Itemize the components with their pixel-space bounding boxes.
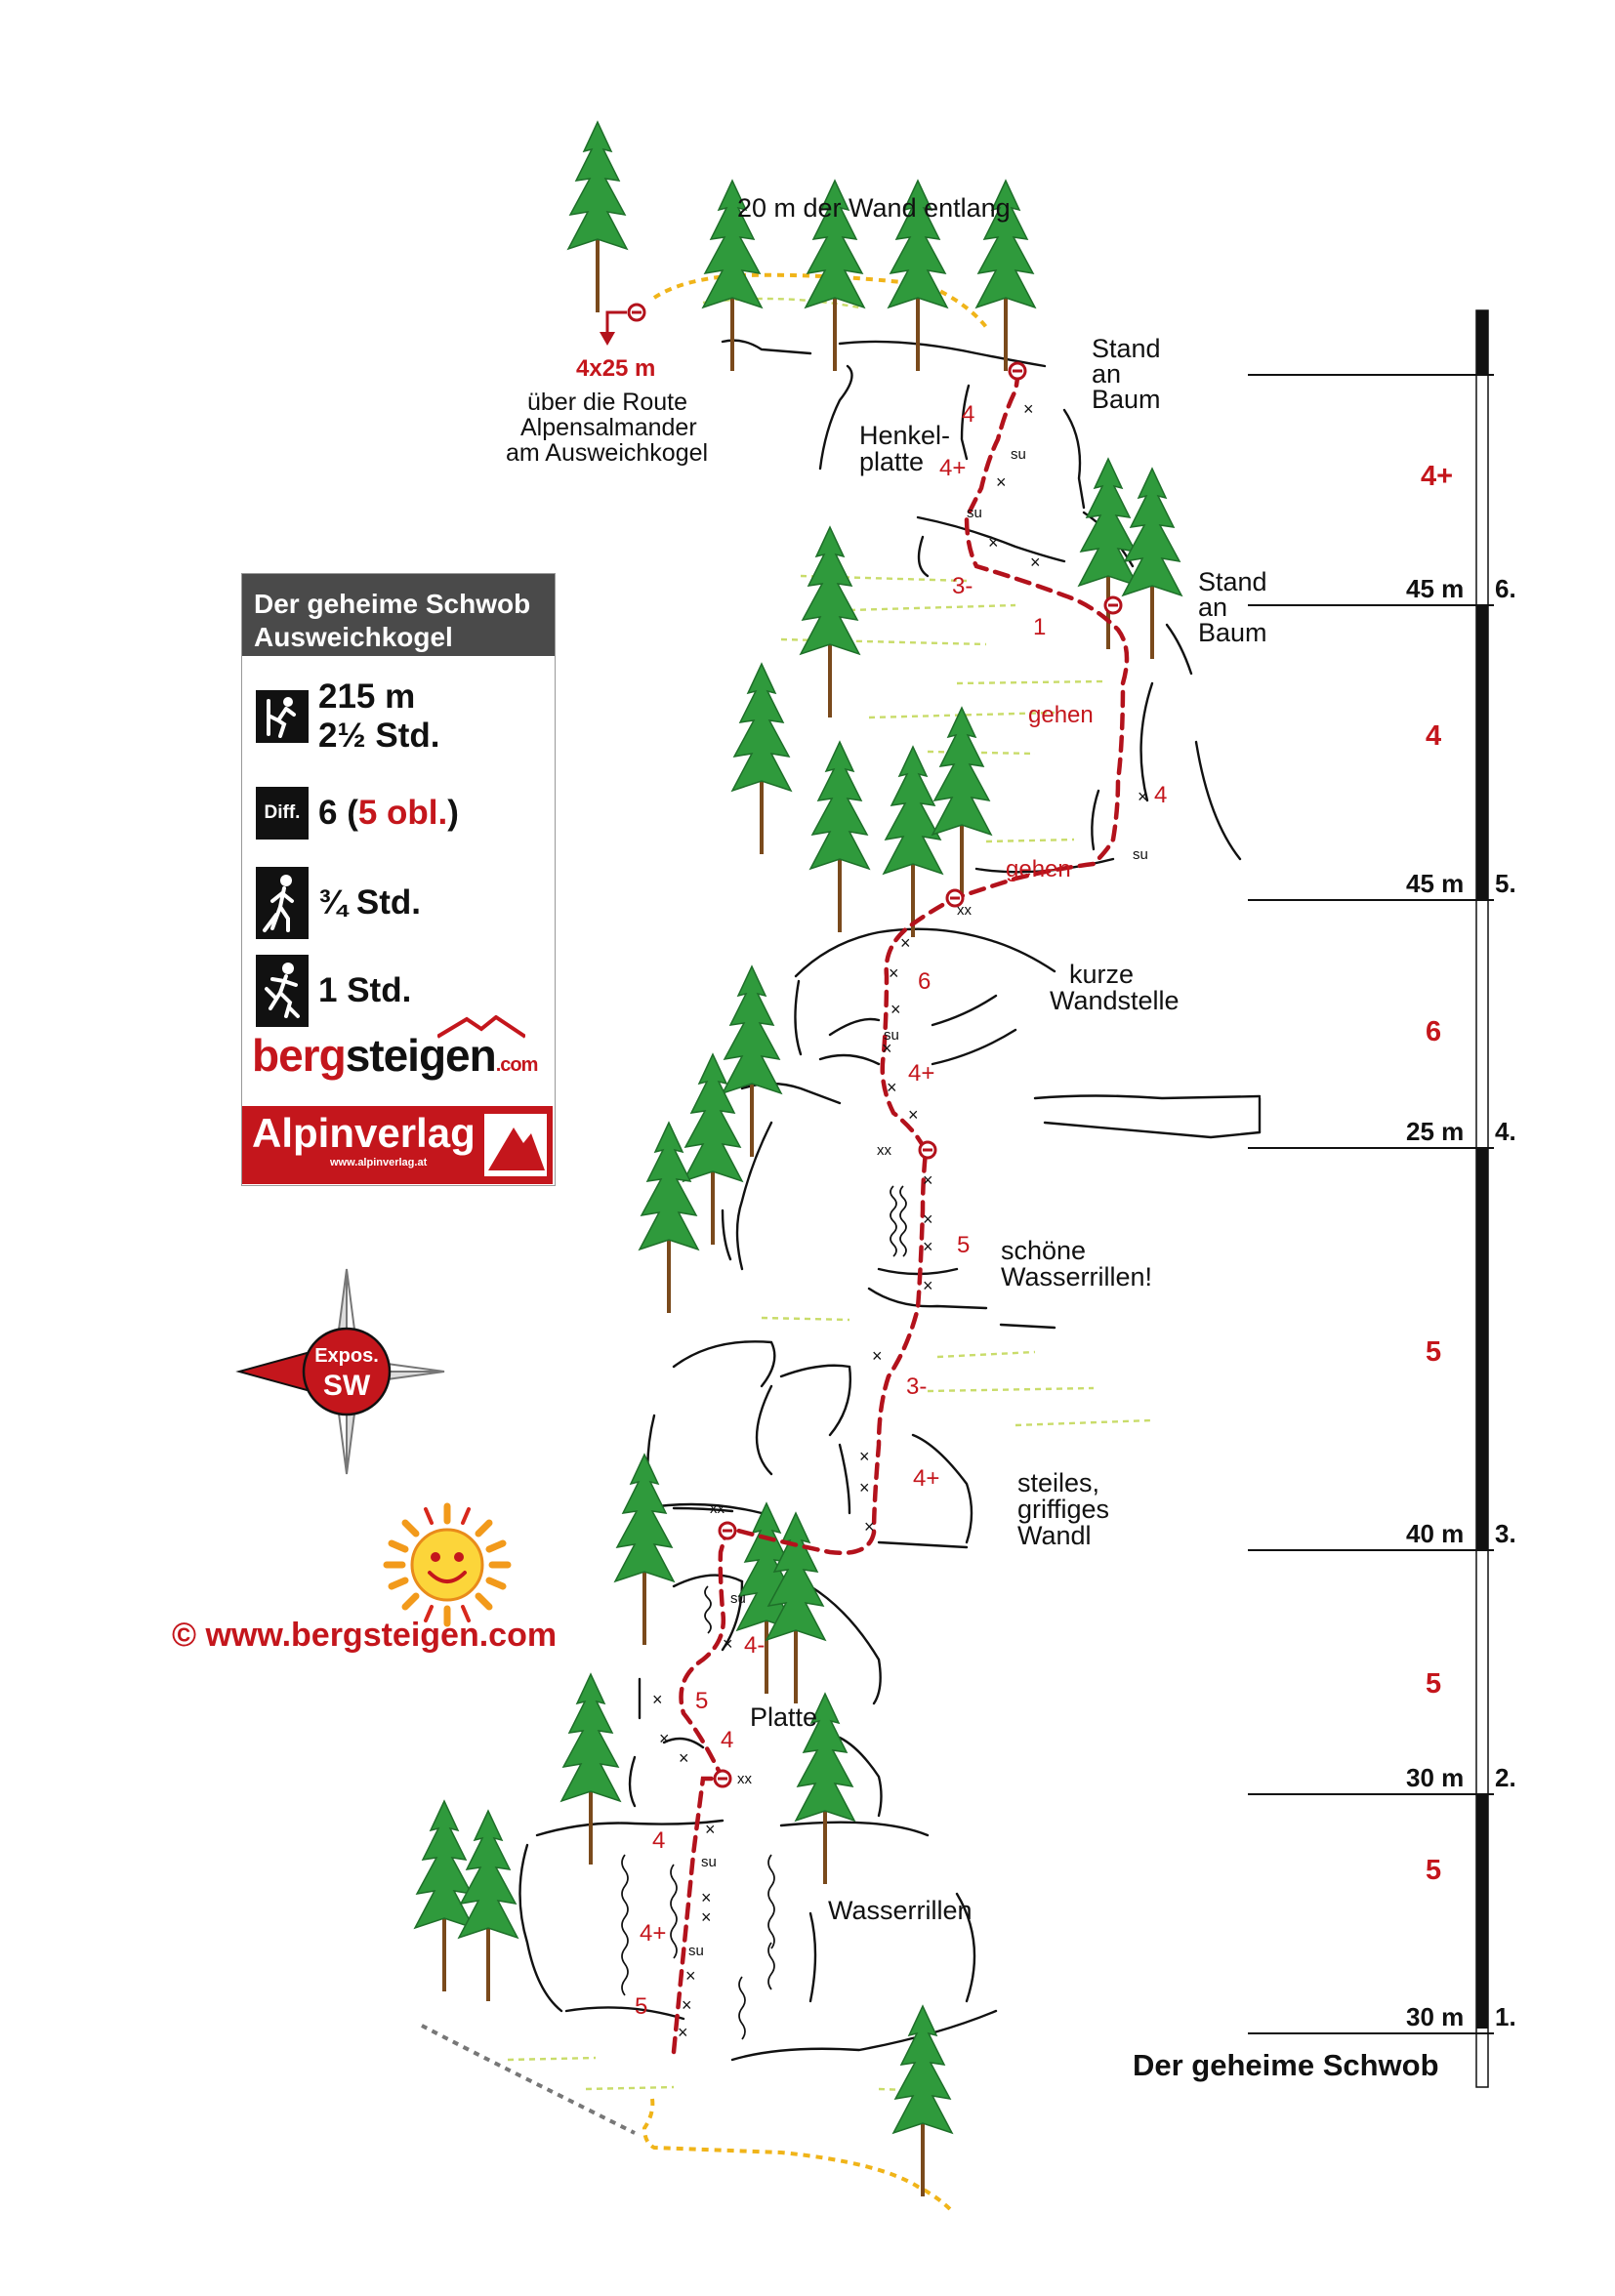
gehen-label: gehen [1006,856,1071,882]
belay-anchors [629,305,1121,1786]
xx-mark: xx [877,1142,891,1159]
su-mark: su [1133,846,1148,863]
pitch-scale [1248,310,1516,2087]
pitch-grade: 5 [1426,1336,1442,1368]
bolt: × [864,1517,875,1537]
descent-icon [256,955,309,1027]
pitch-bar-black [1476,1148,1488,1550]
route-name: Der geheime Schwob [1133,2048,1439,2082]
pitch-length: 30 m [1406,1763,1465,1792]
anchor-mid-3: Baum [1198,618,1267,647]
bolt: × [701,1907,712,1927]
pitch-grade: 6 [1426,1016,1442,1047]
bolt: × [890,1000,901,1019]
pitch-number: 1. [1495,2002,1516,2031]
abseil-arrow [600,312,627,346]
pitch-number: 2. [1495,1763,1516,1792]
inline-grade: 4- [744,1632,766,1659]
route-info-card [241,573,556,1186]
xx-mark: xx [957,902,972,919]
bolt: × [872,1346,883,1366]
pitch-grade: 5 [1426,1855,1442,1886]
inline-grade: 3- [906,1374,928,1400]
bolt: × [859,1478,870,1497]
henkelplatte-2: platte [859,447,925,476]
bolt: × [882,1039,892,1058]
bergsteigen-logo: bergsteigen.com [252,1030,538,1081]
pitch-grade: 4 [1426,720,1442,752]
su-mark: su [884,1027,899,1044]
bolt: × [723,1634,733,1654]
kurze-wandstelle-2: Wandstelle [1050,986,1180,1015]
henkelplatte-1: Henkel- [859,421,951,450]
pitch-bar-black [1476,1794,1488,2029]
card-difficulty [318,794,459,833]
inline-grade: 1 [1033,614,1047,640]
bolt: × [887,1078,897,1097]
inline-grade: 4+ [640,1920,667,1947]
bolt: × [682,1995,692,2015]
abseil-line2: Alpensalmander [520,414,697,441]
abseil-line1: über die Route [527,389,688,416]
compass-label: Expos. [314,1345,379,1367]
logo-mountain-icon [437,1015,525,1039]
bolt: × [923,1170,933,1190]
inline-grade: 5 [635,1993,648,2020]
route-line [674,366,1127,2052]
bolt: × [705,1820,716,1839]
anchor-mid-1: Stand [1198,567,1267,596]
inline-grade: 5 [957,1232,971,1258]
pitch-number: 4. [1495,1117,1516,1146]
card-approach: ¾ Std. [318,883,422,922]
inline-grade: 4+ [908,1060,935,1086]
anchor-top-3: Baum [1092,385,1161,414]
su-mark: su [730,1590,746,1607]
pitch-bar-black [1476,605,1488,900]
bolt: × [685,1966,696,1986]
schoene-wasserrillen-1: schöne [1001,1236,1087,1265]
steiles-wandl-2: griffiges [1017,1495,1110,1524]
wasserrillen-label: Wasserrillen [828,1896,973,1925]
difficulty-value: 6 ( [318,794,358,832]
pitch-length: 30 m [1406,2002,1465,2031]
pitch-length: 40 m [1406,1519,1465,1548]
pitch-bar-black [1476,310,1488,375]
bolt-marks [652,399,1148,2042]
difficulty-obligatory: 5 obl. [357,794,448,832]
su-mark: su [1011,446,1026,463]
bolt: × [659,1729,670,1748]
bolt: × [1030,553,1041,572]
gehen-label: gehen [1028,702,1094,728]
bolt: × [988,533,999,553]
anchor-top-1: Stand [1092,334,1161,363]
pitch-length: 45 m [1406,574,1465,603]
compass-direction: SW [322,1370,371,1402]
route-labels [506,193,1267,1925]
compass [239,1269,444,1474]
steiles-wandl-3: Wandl [1017,1521,1092,1550]
card-row-length [256,677,439,756]
bolt: × [678,2023,688,2042]
climber-icon [256,690,309,743]
su-mark: su [701,1854,717,1870]
copyright-notice: © www.bergsteigen.com [172,1617,558,1654]
inline-grade: 6 [918,968,932,995]
bolt: × [1138,787,1148,806]
card-descent: 1 Std. [318,971,412,1009]
inline-grade: 3- [952,573,973,599]
card-subtitle: Ausweichkogel [254,622,453,652]
inline-grade: 4 [1154,782,1168,808]
bolt: × [679,1748,689,1768]
bolt: × [923,1276,933,1295]
pitch-number: 5. [1495,869,1516,898]
schoene-wasserrillen-2: Wasserrillen! [1001,1262,1153,1292]
inline-grade: 4+ [913,1465,940,1492]
kurze-wandstelle-1: kurze [1069,960,1135,989]
bolt: × [652,1690,663,1709]
steiles-wandl-1: steiles, [1017,1468,1100,1497]
inline-grade: 5 [695,1688,709,1714]
difficulty-icon: Diff. [256,787,309,840]
pitch-number: 3. [1495,1519,1516,1548]
bolt: × [1023,399,1034,419]
alpinverlag-logo: Alpinverlag www.alpinverlag.at [242,1106,553,1184]
top-note: 20 m der Wand entlang [737,193,1011,223]
bolt: × [701,1888,712,1907]
mountain-icon [484,1114,547,1176]
card-length: 215 m [318,677,416,716]
inline-grade: 4 [652,1827,666,1854]
abseil-line3: am Ausweichkogel [506,439,709,467]
pitch-grade: 5 [1426,1668,1442,1700]
su-mark: su [688,1943,704,1959]
approach-path-grey [422,2026,635,2133]
card-header [242,574,555,656]
pitch-number: 6. [1495,574,1516,603]
pitch-grade: 4+ [1421,461,1454,492]
hiker-icon [256,867,309,939]
xx-mark: xx [710,1500,725,1517]
abseil-value: 4x25 m [576,355,656,382]
anchor-top-2: an [1092,359,1122,389]
bolt: × [923,1210,933,1229]
card-title: Der geheime Schwob [254,589,531,619]
rock-outlines [520,341,1261,2060]
card-row-approach [256,867,421,939]
platte-label: Platte [750,1702,818,1732]
bolt: × [908,1105,919,1125]
anchor-mid-2: an [1198,593,1228,622]
bolt: × [996,472,1007,492]
sun-icon [387,1506,508,1623]
xx-mark: xx [737,1771,752,1787]
pitch-length: 25 m [1406,1117,1465,1146]
su-mark: su [967,505,982,521]
card-time: 2½ Std. [318,717,440,755]
pitch-length: 45 m [1406,869,1465,898]
bolt: × [900,933,911,953]
bolt: × [889,964,899,983]
bolt: × [859,1447,870,1466]
inline-grade: 4 [962,401,975,428]
card-row-descent [256,955,411,1027]
difficulty-close: ) [447,794,459,832]
card-row-difficulty [256,787,459,840]
inline-grade: 4 [721,1727,734,1753]
inline-grade: 4+ [939,455,967,481]
bolt: × [923,1237,933,1256]
